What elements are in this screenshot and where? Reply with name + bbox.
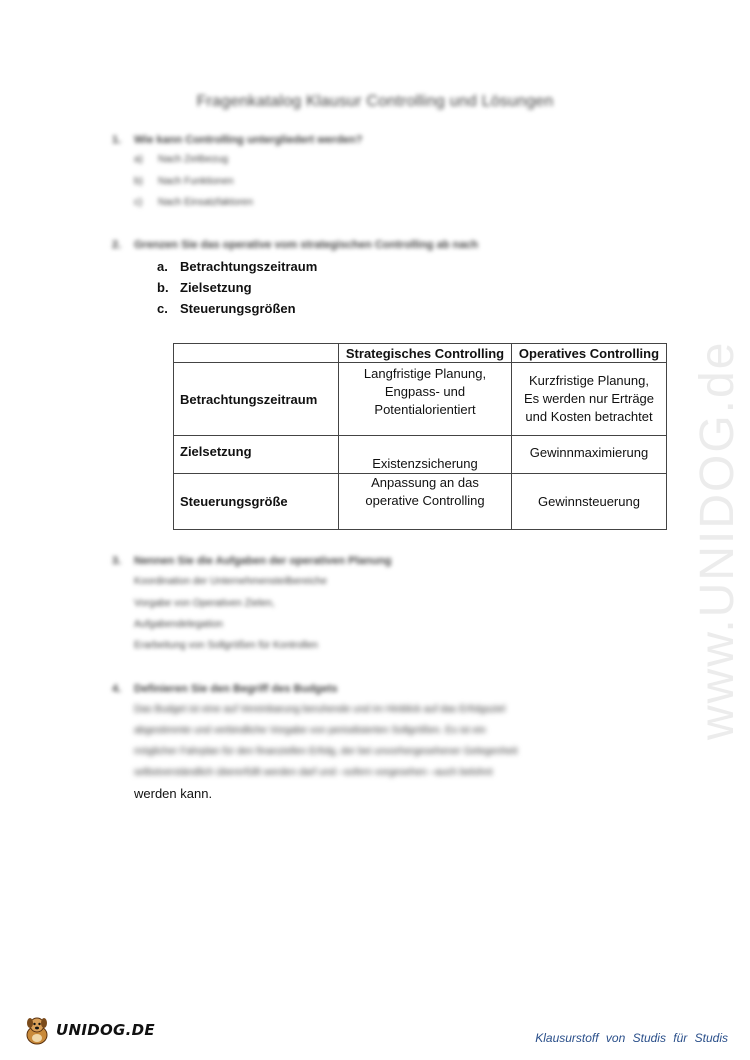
question-1-heading <box>112 134 362 146</box>
question-1-item-c <box>134 197 253 208</box>
question-3-line: Koordination der Unternehmensteilbereiche <box>134 576 327 587</box>
item-letter: a) <box>134 154 143 165</box>
item-letter: c. <box>157 301 168 316</box>
table-cell <box>512 363 667 436</box>
cell-line: Gewinnmaximierung <box>529 445 649 460</box>
question-2-number: 2. <box>112 239 122 251</box>
table-cell <box>339 436 512 474</box>
table-header-cell: Strategisches Controlling <box>339 344 512 363</box>
table-row <box>174 474 667 530</box>
cell-line: Kurzfristige Planung, <box>529 373 649 388</box>
comparison-table <box>173 343 667 530</box>
table-row <box>174 363 667 436</box>
cell-line: Existenzsicherung <box>372 456 478 471</box>
logo-text: UNIDOG.DE <box>56 1021 155 1039</box>
cell-line: Langfristige Planung, <box>363 366 487 381</box>
question-1-text: Wie kann Controlling untergliedert werden? <box>134 134 363 146</box>
item-letter: a. <box>157 259 168 274</box>
question-3-line: Erarbeitung von Sollgrößen für Kontrollen <box>134 640 318 651</box>
table-header-row <box>174 344 667 363</box>
cell-line: Gewinnsteuerung <box>538 493 640 509</box>
item-text: Nach Einsatzfaktoren <box>158 197 254 208</box>
question-2-item-c <box>157 301 296 316</box>
question-4-last-line: werden kann. <box>134 786 213 801</box>
footer-logo <box>22 1012 155 1048</box>
dog-icon <box>22 1014 52 1046</box>
question-2-text: Grenzen Sie das operative vom strategischen Controlling ab nach <box>134 239 479 251</box>
item-text: Nach Funktionen <box>158 176 234 187</box>
table-row-label: Zielsetzung <box>174 436 339 474</box>
question-3-number: 3. <box>112 555 122 567</box>
paragraph-line: Das Budget ist eine auf Vereinbarung beruhende und im Hinblick auf das Erfolgsziel <box>134 704 506 715</box>
item-text: Steuerungsgrößen <box>180 301 296 316</box>
question-4-paragraph <box>134 699 654 783</box>
table-cell <box>512 474 667 530</box>
cell-line: Engpass- und <box>384 384 466 399</box>
question-2-heading <box>112 239 478 251</box>
table-cell <box>512 436 667 474</box>
question-4-text: Definieren Sie den Begriff des Budgets <box>134 683 338 695</box>
item-letter: b) <box>134 176 143 187</box>
question-3-line: Vorgabe von Operativen Zielen, <box>134 598 275 609</box>
item-text: Betrachtungszeitraum <box>180 259 318 274</box>
cell-line: und Kosten betrachtet <box>525 409 653 424</box>
cell-line: operative Controlling <box>365 493 485 508</box>
question-2-item-a <box>157 259 317 274</box>
question-1-item-b <box>134 176 234 187</box>
table-header-cell: Operatives Controlling <box>512 344 667 363</box>
table-row <box>174 436 667 474</box>
question-1-number: 1. <box>112 134 122 146</box>
item-text: Zielsetzung <box>180 280 252 295</box>
cell-line: Potentialorientiert <box>374 402 476 417</box>
item-letter: b. <box>157 280 169 295</box>
table-row-label: Steuerungsgröße <box>174 474 339 530</box>
question-4-heading <box>112 683 338 695</box>
question-3-text: Nennen Sie die Aufgaben der operativen Planung <box>134 555 392 567</box>
watermark: www.UNIDOG.de <box>691 340 744 740</box>
cell-line: Es werden nur Erträge <box>523 391 655 406</box>
question-4-number: 4. <box>112 683 122 695</box>
item-letter: c) <box>134 197 143 208</box>
paragraph-line: selbstverständlich übererfüllt werden darf und –sofern vorgesehen –auch belohnt <box>134 767 493 778</box>
paragraph-line: abgestimmte und verbindliche Vorgabe von periodisierten Sollgrößen. Es ist ein <box>134 725 486 736</box>
table-cell <box>339 363 512 436</box>
question-3-heading <box>112 555 392 567</box>
question-2-item-b <box>157 280 252 295</box>
footer-tagline: Klausurstoff von Studis für Studis <box>535 1031 728 1045</box>
item-text: Nach Zeitbezug <box>158 154 229 165</box>
cell-line: Anpassung an das <box>371 475 479 490</box>
table-header-cell <box>174 344 339 363</box>
paragraph-line: möglicher Fahrplan für den finanziellen Erfolg, der bei unvorhergesehener Gelegenheit <box>134 746 518 757</box>
table-cell <box>339 474 512 530</box>
question-1-item-a <box>134 154 228 165</box>
document-title: Fragenkatalog Klausur Controlling und Lösungen <box>196 93 554 110</box>
question-3-line: Aufgabendelegation <box>134 619 223 630</box>
table-row-label: Betrachtungszeitraum <box>174 363 339 436</box>
